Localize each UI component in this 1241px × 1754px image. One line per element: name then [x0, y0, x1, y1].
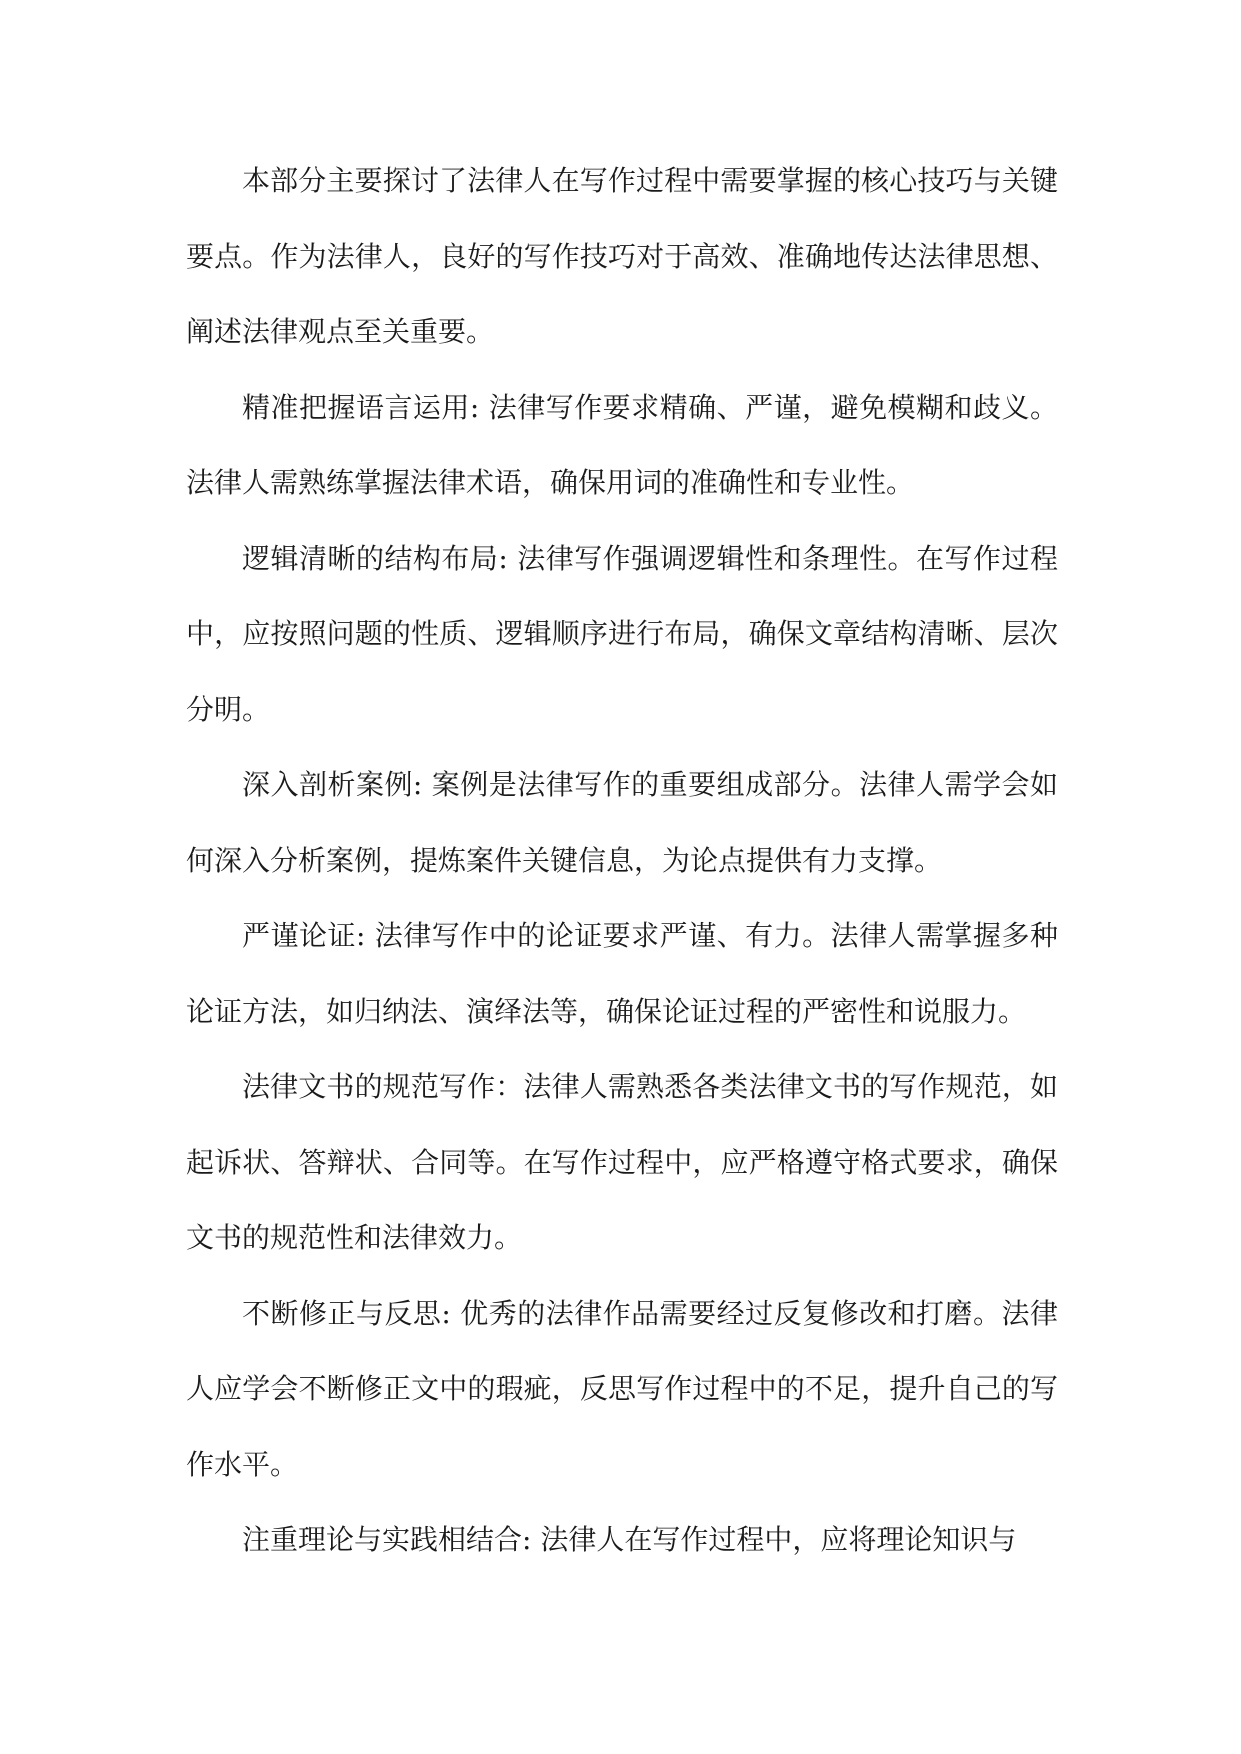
paragraph-logical-structure: 逻辑清晰的结构布局: 法律写作强调逻辑性和条理性。在写作过程中，应按照问题的性质、逻辑顺序进行布局，确保文章结构清晰、层次分明。 — [186, 541, 1058, 726]
paragraph-intro: 本部分主要探讨了法律人在写作过程中需要掌握的核心技巧与关键要点。作为法律人，良好的写作技巧对于高效、准确地传达法律思想、阐述法律观点至关重要。 — [186, 164, 1058, 348]
paragraph-rigorous-argument: 严谨论证: 法律写作中的论证要求严谨、有力。法律人需掌握多种论证方法，如归纳法、演绎法等，确保论证过程的严密性和说服力。 — [186, 919, 1058, 1028]
paragraph-language-usage: 精准把握语言运用: 法律写作要求精确、严谨，避免模糊和歧义。法律人需熟练掌握法律术语，确保用词的准确性和专业性。 — [186, 390, 1058, 499]
document-body — [186, 143, 1058, 1578]
paragraph-theory-practice: 注重理论与实践相结合: 法律人在写作过程中，应将理论知识与 — [242, 1523, 1017, 1556]
paragraph-revision-reflection: 不断修正与反思: 优秀的法律作品需要经过反复修改和打磨。法律人应学会不断修正文中的瑕疵，反思写作过程中的不足，提升自己的写作水平。 — [186, 1296, 1058, 1481]
paragraph-legal-documents: 法律文书的规范写作：法律人需熟悉各类法律文书的写作规范，如起诉状、答辩状、合同等。在写作过程中，应严格遵守格式要求，确保文书的规范性和法律效力。 — [186, 1070, 1058, 1254]
paragraph-case-analysis: 深入剖析案例: 案例是法律写作的重要组成部分。法律人需学会如何深入分析案例，提炼案件关键信息，为论点提供有力支撑。 — [186, 768, 1058, 877]
